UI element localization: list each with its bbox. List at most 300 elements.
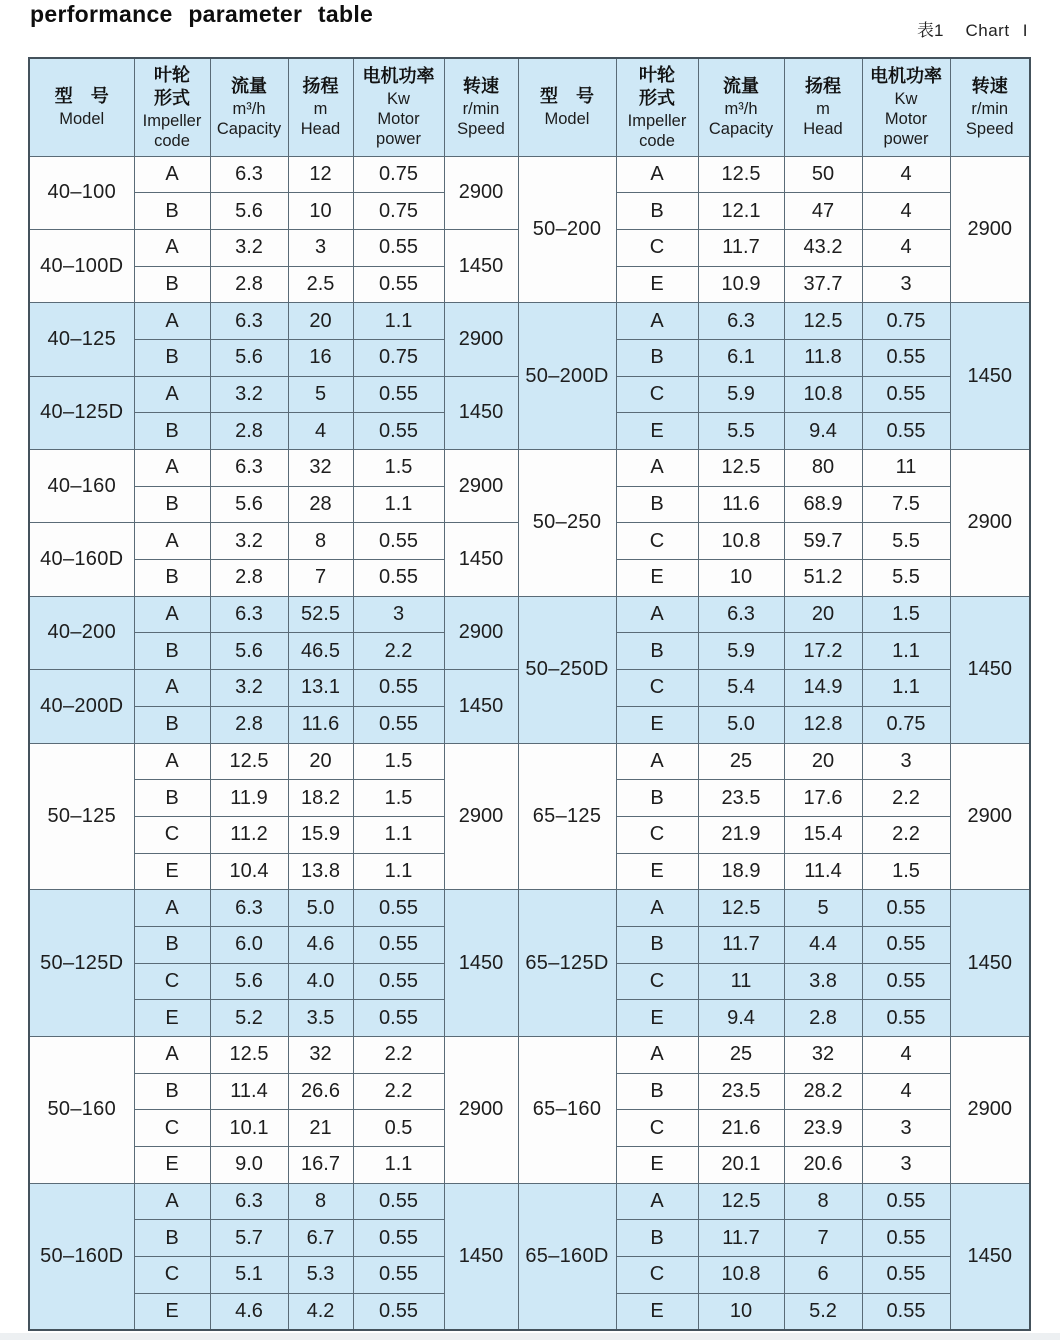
right-head-cell: 5 [784,890,862,927]
right-capacity-cell: 12.1 [698,193,784,230]
left-impeller-cell: C [134,816,210,853]
col-header-model-right: 型 号 Model [518,58,616,156]
left-power-cell: 1.1 [353,816,444,853]
left-power-cell: 1.5 [353,450,444,487]
col-header-power-right: 电机功率 Kw Motor power [862,58,950,156]
left-capacity-cell: 3.2 [210,229,288,266]
right-impeller-cell: B [616,339,698,376]
left-power-cell: 2.2 [353,633,444,670]
right-capacity-cell: 5.9 [698,633,784,670]
left-power-cell: 1.5 [353,780,444,817]
left-capacity-cell: 9.0 [210,1147,288,1184]
right-head-cell: 51.2 [784,560,862,597]
right-impeller-cell: A [616,156,698,193]
left-capacity-cell: 3.2 [210,523,288,560]
left-speed-cell: 1450 [444,523,518,596]
left-head-cell: 28 [288,486,353,523]
left-capacity-cell: 5.7 [210,1220,288,1257]
right-impeller-cell: C [616,670,698,707]
col-header-capacity-right: 流量 m³/h Capacity [698,58,784,156]
right-power-cell: 3 [862,266,950,303]
left-speed-cell: 2900 [444,303,518,376]
left-head-cell: 21 [288,1110,353,1147]
left-head-cell: 20 [288,303,353,340]
right-impeller-cell: B [616,193,698,230]
left-impeller-cell: B [134,413,210,450]
left-power-cell: 0.55 [353,670,444,707]
left-power-cell: 0.55 [353,890,444,927]
left-impeller-cell: B [134,193,210,230]
left-model-cell: 40–125 [29,303,134,376]
left-capacity-cell: 12.5 [210,1037,288,1074]
left-head-cell: 13.8 [288,853,353,890]
right-impeller-cell: E [616,413,698,450]
left-impeller-cell: B [134,560,210,597]
table-row [29,156,1030,193]
right-impeller-cell: A [616,1037,698,1074]
left-head-cell: 12 [288,156,353,193]
right-head-cell: 11.4 [784,853,862,890]
right-impeller-cell: A [616,303,698,340]
left-model-cell: 40–100D [29,229,134,302]
left-power-cell: 0.75 [353,193,444,230]
right-head-cell: 68.9 [784,486,862,523]
right-model-cell: 65–160D [518,1183,616,1330]
right-power-cell: 0.55 [862,376,950,413]
right-head-cell: 59.7 [784,523,862,560]
right-capacity-cell: 21.9 [698,816,784,853]
left-head-cell: 3.5 [288,1000,353,1037]
right-impeller-cell: C [616,229,698,266]
left-impeller-cell: E [134,1000,210,1037]
right-impeller-cell: A [616,743,698,780]
right-power-cell: 0.55 [862,339,950,376]
left-impeller-cell: B [134,926,210,963]
right-impeller-cell: E [616,1147,698,1184]
left-head-cell: 32 [288,1037,353,1074]
left-head-cell: 4.2 [288,1293,353,1330]
left-impeller-cell: B [134,266,210,303]
left-model-cell: 40–100 [29,156,134,229]
right-power-cell: 11 [862,450,950,487]
left-head-cell: 4 [288,413,353,450]
right-capacity-cell: 23.5 [698,1073,784,1110]
left-power-cell: 1.1 [353,303,444,340]
right-impeller-cell: E [616,266,698,303]
left-impeller-cell: E [134,853,210,890]
right-head-cell: 17.6 [784,780,862,817]
right-head-cell: 47 [784,193,862,230]
right-head-cell: 3.8 [784,963,862,1000]
left-power-cell: 0.55 [353,1257,444,1294]
left-power-cell: 1.5 [353,743,444,780]
right-head-cell: 10.8 [784,376,862,413]
right-power-cell: 4 [862,156,950,193]
right-speed-cell: 2900 [950,450,1030,597]
right-capacity-cell: 10 [698,560,784,597]
right-power-cell: 2.2 [862,780,950,817]
left-power-cell: 0.75 [353,156,444,193]
left-head-cell: 4.0 [288,963,353,1000]
left-capacity-cell: 6.3 [210,1183,288,1220]
right-capacity-cell: 23.5 [698,780,784,817]
left-speed-cell: 1450 [444,670,518,743]
left-power-cell: 0.55 [353,706,444,743]
left-head-cell: 11.6 [288,706,353,743]
right-head-cell: 32 [784,1037,862,1074]
left-speed-cell: 2900 [444,156,518,229]
left-head-cell: 16 [288,339,353,376]
left-head-cell: 8 [288,523,353,560]
left-impeller-cell: E [134,1147,210,1184]
left-impeller-cell: A [134,670,210,707]
left-capacity-cell: 3.2 [210,670,288,707]
right-impeller-cell: C [616,963,698,1000]
right-power-cell: 4 [862,1073,950,1110]
col-header-capacity-left: 流量 m³/h Capacity [210,58,288,156]
left-power-cell: 1.1 [353,486,444,523]
right-model-cell: 50–250D [518,596,616,743]
right-speed-cell: 2900 [950,156,1030,303]
right-power-cell: 5.5 [862,523,950,560]
left-impeller-cell: A [134,1183,210,1220]
right-capacity-cell: 11 [698,963,784,1000]
left-power-cell: 0.55 [353,523,444,560]
right-head-cell: 20.6 [784,1147,862,1184]
right-capacity-cell: 20.1 [698,1147,784,1184]
right-head-cell: 37.7 [784,266,862,303]
right-head-cell: 7 [784,1220,862,1257]
left-head-cell: 3 [288,229,353,266]
right-power-cell: 0.55 [862,1000,950,1037]
left-capacity-cell: 5.1 [210,1257,288,1294]
right-head-cell: 20 [784,743,862,780]
right-head-cell: 5.2 [784,1293,862,1330]
left-head-cell: 5.3 [288,1257,353,1294]
left-capacity-cell: 2.8 [210,266,288,303]
col-header-speed-left: 转速 r/min Speed [444,58,518,156]
right-capacity-cell: 10.9 [698,266,784,303]
right-head-cell: 80 [784,450,862,487]
page-title: performance parameter table [30,1,374,27]
right-power-cell: 0.55 [862,1293,950,1330]
right-impeller-cell: E [616,706,698,743]
left-head-cell: 5 [288,376,353,413]
col-header-speed-right: 转速 r/min Speed [950,58,1030,156]
left-power-cell: 0.55 [353,413,444,450]
left-impeller-cell: A [134,523,210,560]
right-capacity-cell: 5.4 [698,670,784,707]
right-speed-cell: 1450 [950,890,1030,1037]
right-head-cell: 11.8 [784,339,862,376]
right-power-cell: 1.1 [862,670,950,707]
right-capacity-cell: 10.8 [698,1257,784,1294]
left-power-cell: 0.5 [353,1110,444,1147]
col-header-head-right: 扬程 m Head [784,58,862,156]
right-impeller-cell: C [616,816,698,853]
left-impeller-cell: A [134,229,210,266]
caption-en: Chart I [965,21,1028,40]
right-power-cell: 0.55 [862,963,950,1000]
right-power-cell: 0.55 [862,926,950,963]
left-capacity-cell: 11.2 [210,816,288,853]
left-head-cell: 6.7 [288,1220,353,1257]
left-head-cell: 52.5 [288,596,353,633]
right-head-cell: 23.9 [784,1110,862,1147]
left-power-cell: 3 [353,596,444,633]
col-header-impeller-left: 叶轮 形式 Impeller code [134,58,210,156]
col-header-head-left: 扬程 m Head [288,58,353,156]
right-impeller-cell: B [616,1073,698,1110]
left-impeller-cell: B [134,706,210,743]
left-impeller-cell: B [134,1220,210,1257]
left-power-cell: 2.2 [353,1073,444,1110]
right-impeller-cell: E [616,853,698,890]
right-capacity-cell: 6.1 [698,339,784,376]
right-head-cell: 28.2 [784,1073,862,1110]
right-head-cell: 17.2 [784,633,862,670]
right-head-cell: 9.4 [784,413,862,450]
right-capacity-cell: 6.3 [698,303,784,340]
left-impeller-cell: B [134,1073,210,1110]
right-capacity-cell: 9.4 [698,1000,784,1037]
right-capacity-cell: 5.9 [698,376,784,413]
right-head-cell: 14.9 [784,670,862,707]
left-speed-cell: 2900 [444,596,518,669]
left-head-cell: 7 [288,560,353,597]
left-speed-cell: 1450 [444,376,518,449]
right-model-cell: 65–125D [518,890,616,1037]
left-capacity-cell: 6.3 [210,156,288,193]
right-speed-cell: 2900 [950,743,1030,890]
right-head-cell: 20 [784,596,862,633]
left-impeller-cell: E [134,1293,210,1330]
left-head-cell: 26.6 [288,1073,353,1110]
left-impeller-cell: A [134,376,210,413]
left-head-cell: 15.9 [288,816,353,853]
left-power-cell: 0.55 [353,926,444,963]
right-head-cell: 6 [784,1257,862,1294]
table-row [29,743,1030,780]
right-model-cell: 50–200 [518,156,616,303]
left-impeller-cell: C [134,1110,210,1147]
left-speed-cell: 1450 [444,229,518,302]
right-capacity-cell: 11.7 [698,229,784,266]
right-power-cell: 1.5 [862,596,950,633]
right-speed-cell: 2900 [950,1037,1030,1184]
right-impeller-cell: B [616,486,698,523]
right-head-cell: 12.8 [784,706,862,743]
right-impeller-cell: A [616,890,698,927]
left-impeller-cell: C [134,1257,210,1294]
right-power-cell: 4 [862,1037,950,1074]
right-capacity-cell: 21.6 [698,1110,784,1147]
right-capacity-cell: 5.0 [698,706,784,743]
right-power-cell: 1.5 [862,853,950,890]
right-capacity-cell: 12.5 [698,156,784,193]
left-impeller-cell: A [134,450,210,487]
left-capacity-cell: 5.6 [210,633,288,670]
right-head-cell: 8 [784,1183,862,1220]
right-power-cell: 0.55 [862,890,950,927]
left-head-cell: 18.2 [288,780,353,817]
left-model-cell: 50–160D [29,1183,134,1330]
right-impeller-cell: C [616,1110,698,1147]
left-capacity-cell: 6.3 [210,596,288,633]
left-speed-cell: 2900 [444,450,518,523]
left-capacity-cell: 3.2 [210,376,288,413]
right-power-cell: 3 [862,1110,950,1147]
right-impeller-cell: E [616,560,698,597]
left-power-cell: 0.55 [353,376,444,413]
left-capacity-cell: 10.1 [210,1110,288,1147]
right-power-cell: 3 [862,1147,950,1184]
right-impeller-cell: E [616,1000,698,1037]
right-impeller-cell: B [616,780,698,817]
left-capacity-cell: 4.6 [210,1293,288,1330]
col-header-model-left: 型 号 Model [29,58,134,156]
left-capacity-cell: 11.4 [210,1073,288,1110]
left-power-cell: 1.1 [353,1147,444,1184]
left-capacity-cell: 6.3 [210,450,288,487]
right-capacity-cell: 10 [698,1293,784,1330]
left-capacity-cell: 5.6 [210,339,288,376]
left-head-cell: 5.0 [288,890,353,927]
caption-zh: 表1 [917,21,944,40]
right-capacity-cell: 11.7 [698,926,784,963]
right-capacity-cell: 25 [698,743,784,780]
left-impeller-cell: B [134,486,210,523]
right-head-cell: 43.2 [784,229,862,266]
left-head-cell: 16.7 [288,1147,353,1184]
left-model-cell: 50–160 [29,1037,134,1184]
table-row [29,1037,1030,1074]
right-impeller-cell: B [616,633,698,670]
left-head-cell: 10 [288,193,353,230]
right-capacity-cell: 12.5 [698,1183,784,1220]
left-impeller-cell: A [134,1037,210,1074]
right-model-cell: 65–125 [518,743,616,890]
left-power-cell: 0.55 [353,229,444,266]
left-power-cell: 0.55 [353,1183,444,1220]
left-power-cell: 0.55 [353,1000,444,1037]
scan-edge [0,1333,1060,1340]
right-impeller-cell: B [616,1220,698,1257]
right-speed-cell: 1450 [950,303,1030,450]
left-capacity-cell: 6.3 [210,890,288,927]
performance-table [28,57,1031,1331]
left-speed-cell: 2900 [444,1037,518,1184]
right-power-cell: 0.55 [862,413,950,450]
left-speed-cell: 1450 [444,1183,518,1330]
left-impeller-cell: B [134,339,210,376]
left-speed-cell: 1450 [444,890,518,1037]
col-header-impeller-right: 叶轮 形式 Impeller code [616,58,698,156]
right-impeller-cell: E [616,1293,698,1330]
left-model-cell: 50–125 [29,743,134,890]
left-impeller-cell: B [134,780,210,817]
right-impeller-cell: C [616,1257,698,1294]
right-impeller-cell: A [616,450,698,487]
left-power-cell: 0.55 [353,1220,444,1257]
right-power-cell: 0.55 [862,1257,950,1294]
left-capacity-cell: 2.8 [210,706,288,743]
left-head-cell: 46.5 [288,633,353,670]
right-power-cell: 5.5 [862,560,950,597]
left-capacity-cell: 6.0 [210,926,288,963]
right-power-cell: 2.2 [862,816,950,853]
right-power-cell: 0.75 [862,303,950,340]
right-speed-cell: 1450 [950,596,1030,743]
left-head-cell: 2.5 [288,266,353,303]
right-impeller-cell: A [616,596,698,633]
right-head-cell: 50 [784,156,862,193]
right-head-cell: 12.5 [784,303,862,340]
left-impeller-cell: A [134,596,210,633]
right-capacity-cell: 11.6 [698,486,784,523]
right-capacity-cell: 25 [698,1037,784,1074]
right-impeller-cell: B [616,926,698,963]
left-power-cell: 0.55 [353,1293,444,1330]
right-power-cell: 4 [862,193,950,230]
right-power-cell: 1.1 [862,633,950,670]
left-capacity-cell: 6.3 [210,303,288,340]
right-capacity-cell: 6.3 [698,596,784,633]
left-impeller-cell: A [134,303,210,340]
right-capacity-cell: 10.8 [698,523,784,560]
left-capacity-cell: 11.9 [210,780,288,817]
left-model-cell: 40–160D [29,523,134,596]
left-impeller-cell: A [134,890,210,927]
right-capacity-cell: 5.5 [698,413,784,450]
table-caption [917,16,1028,41]
left-model-cell: 40–200 [29,596,134,669]
left-head-cell: 13.1 [288,670,353,707]
left-impeller-cell: A [134,156,210,193]
right-power-cell: 0.75 [862,706,950,743]
table-row [29,1183,1030,1220]
right-power-cell: 3 [862,743,950,780]
right-model-cell: 65–160 [518,1037,616,1184]
right-model-cell: 50–250 [518,450,616,597]
right-power-cell: 0.55 [862,1220,950,1257]
left-impeller-cell: B [134,633,210,670]
table-row [29,450,1030,487]
col-header-power-left: 电机功率 Kw Motor power [353,58,444,156]
right-capacity-cell: 12.5 [698,450,784,487]
left-model-cell: 40–125D [29,376,134,449]
right-impeller-cell: C [616,376,698,413]
left-capacity-cell: 2.8 [210,413,288,450]
left-capacity-cell: 2.8 [210,560,288,597]
left-capacity-cell: 10.4 [210,853,288,890]
right-head-cell: 4.4 [784,926,862,963]
left-model-cell: 40–160 [29,450,134,523]
right-head-cell: 15.4 [784,816,862,853]
left-power-cell: 0.55 [353,963,444,1000]
right-speed-cell: 1450 [950,1183,1030,1330]
left-model-cell: 50–125D [29,890,134,1037]
left-impeller-cell: A [134,743,210,780]
left-capacity-cell: 12.5 [210,743,288,780]
left-capacity-cell: 5.6 [210,193,288,230]
left-speed-cell: 2900 [444,743,518,890]
left-head-cell: 20 [288,743,353,780]
right-impeller-cell: A [616,1183,698,1220]
right-capacity-cell: 11.7 [698,1220,784,1257]
right-impeller-cell: C [616,523,698,560]
left-model-cell: 40–200D [29,670,134,743]
